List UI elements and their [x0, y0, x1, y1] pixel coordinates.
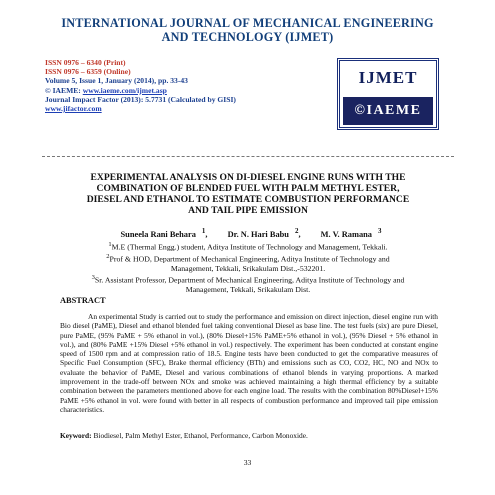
paper-title-line2: COMBINATION OF BLENDED FUEL WITH PALM METHYL ESTER,	[96, 183, 400, 194]
author: Suneela Rani Behara $^1$,	[120, 227, 208, 239]
affiliation-1: $^1$M.E (Thermal Engg.) student, Aditya Institute of Technology and Management, Tekkali.	[108, 241, 388, 252]
author: Dr. N. Hari Babu $^2$,	[227, 227, 301, 239]
keywords	[60, 431, 438, 440]
author-list	[48, 227, 448, 239]
affiliation-2: $^2$Prof & HOD, Department of Mechanical Engineering, Aditya Institute of Technology and	[106, 252, 390, 264]
iaeme-link[interactable]: www.iaeme.com/ijmet.asp	[82, 85, 167, 95]
iaeme-prefix: © IAEME:	[45, 85, 83, 95]
abstract-heading: ABSTRACT	[60, 296, 106, 305]
journal-title-line1: INTERNATIONAL JOURNAL OF MECHANICAL ENGINEERING	[61, 16, 434, 30]
keywords-label: Keyword:	[60, 431, 92, 440]
paper-title	[48, 172, 448, 216]
affiliation-3-cont: Management, Tekkali, Srikakulam Dist.	[185, 284, 311, 294]
affiliation-3: $^3$Sr. Assistant Professor, Department of Mechanical Engineering, Aditya Institute of Technology and	[91, 273, 405, 285]
journal-meta	[45, 58, 345, 113]
keywords-text: Biodiesel, Palm Methyl Ester, Ethanol, Performance, Carbon Monoxide.	[91, 431, 308, 440]
paper-title-line4: AND TAIL PIPE EMISSION	[188, 205, 308, 216]
journal-title-line2: AND TECHNOLOGY (IJMET)	[161, 30, 334, 44]
logo-top-text: IJMET	[358, 68, 418, 87]
issn-print: ISSN 0976 – 6340 (Print)	[45, 58, 126, 67]
affiliations	[50, 240, 446, 294]
logo-bottom-text: ©IAEME	[343, 97, 433, 125]
page-number: 33	[243, 458, 252, 467]
author: M. V. Ramana $^3$	[320, 227, 382, 239]
impact-factor: Journal Impact Factor (2013): 5.7731 (Calculated by GISI)	[45, 94, 236, 104]
issn-online: ISSN 0976 – 6359 (Online)	[45, 67, 131, 77]
jifactor-link[interactable]: www.jifactor.com	[45, 104, 102, 114]
paper-title-line1: EXPERIMENTAL ANALYSIS ON DI-DIESEL ENGINE RUNS WITH THE	[90, 172, 406, 183]
affiliation-2-cont: Management, Tekkali, Srikakulam Dist.,-532201.	[170, 263, 326, 273]
volume-info: Volume 5, Issue 1, January (2014), pp. 33-43	[45, 76, 188, 86]
ijmet-logo	[337, 58, 439, 130]
iaeme-line	[45, 86, 345, 95]
abstract-body: An experimental Study is carried out to study the performance and emission on direct injection, diesel engine run with Bio diesel (PaME), Diesel and ethanol blended fuel taking conventional Diesel as base line. The test fuels (six) are pure Diesel, pure PaME, (95% PaME + 5% ethanol in vol.), (80% Diesel+15% PaME+5% ethanol in vol.), (95% Diesel + 5% ethanol in vol.), and (80% PaME +15% Diesel +5% ethanol in vol.) respectively. The experiment has been conducted at constant engine speed of 1500 rpm and at compression ratio of 18.5. Engine tests have been conducted to get the comparative measures of Specific Fuel Consumption (SFC), Brake thermal efficiency (BTh) and emissions such as CO, CO2, HC, NO and NOx to evaluate the behavior of PaME, Diesel and various combinations of ethanol blends in varying proportions. A marked improvement in the trade-off between NOx and smoke was achieved maintaining a high thermal efficiency by a suitable combination between the parameters mentioned above for each engine load. The results with the combination 80%Diesel+15% PaME +5% ethanol in vol. were found with better in all respects of combustion performance and improved tail pipe emission characteristics.	[60, 312, 438, 414]
paper-title-line3: DIESEL AND ETHANOL TO ESTIMATE COMBUSTION PERFORMANCE	[86, 194, 410, 205]
journal-title	[20, 16, 475, 44]
header-divider	[42, 156, 454, 157]
